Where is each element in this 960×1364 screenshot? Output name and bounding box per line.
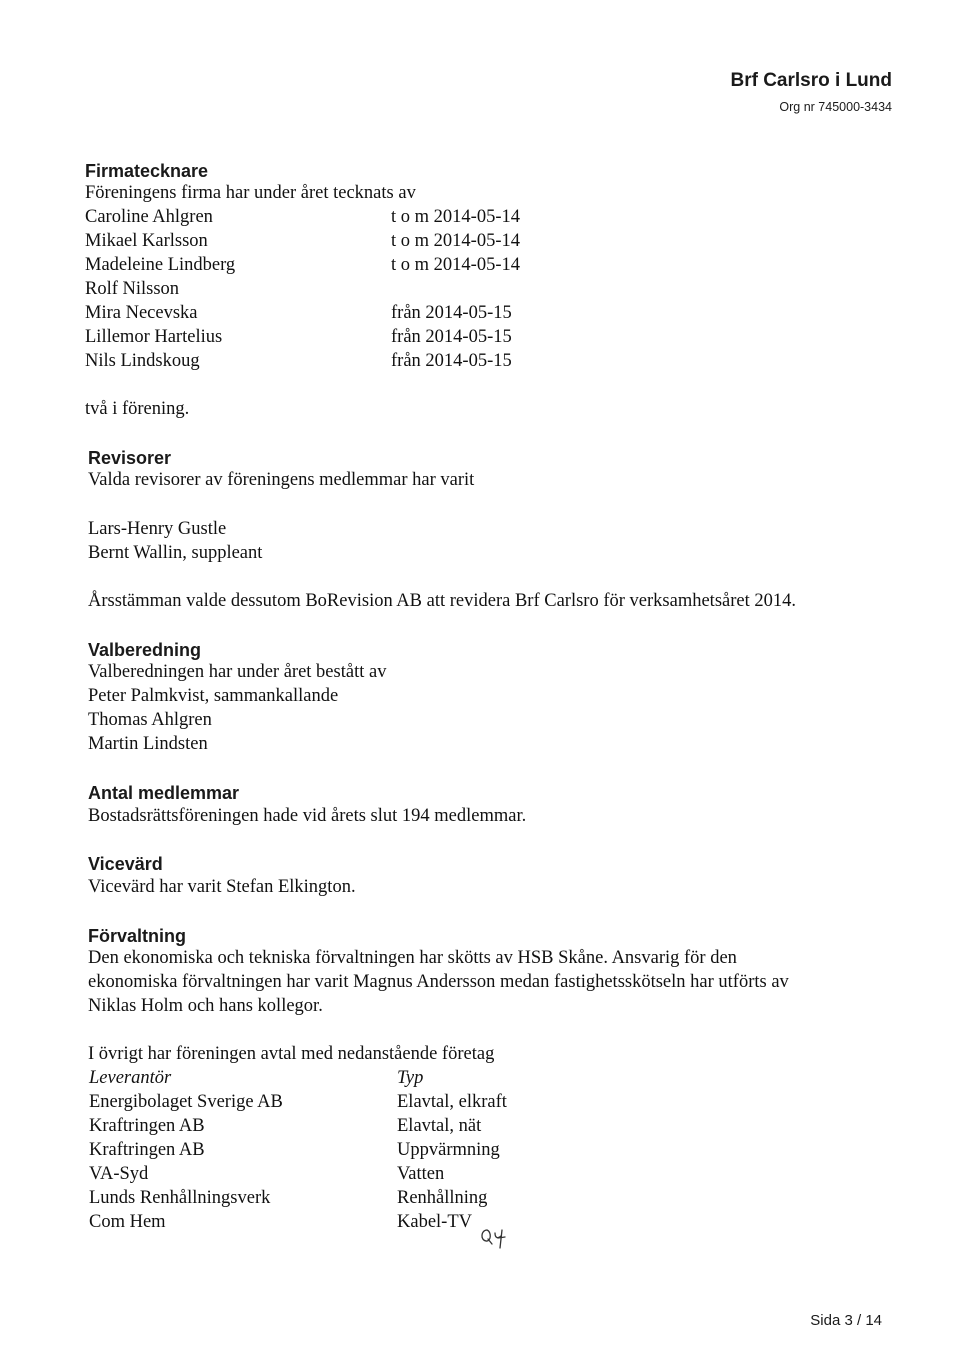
avtal-intro: I övrigt har föreningen avtal med nedanstående företag xyxy=(88,1044,495,1064)
vicevard-text: Vicevärd har varit Stefan Elkington. xyxy=(88,877,356,897)
signatory-period: t o m 2014-05-14 xyxy=(391,207,520,227)
heading-antal-medlemmar: Antal medlemmar xyxy=(88,783,240,803)
supplier-cell: Kraftringen AB xyxy=(89,1116,205,1136)
nominating-member: Martin Lindsten xyxy=(88,734,208,754)
table-row xyxy=(89,1090,589,1114)
table-row xyxy=(89,1138,589,1162)
type-cell: Vatten xyxy=(397,1164,445,1184)
table-row xyxy=(89,1210,589,1234)
signatory-name: Caroline Ahlgren xyxy=(85,207,213,227)
firmatecknare-note: två i förening. xyxy=(85,399,190,419)
signatory-period: från 2014-05-15 xyxy=(391,327,512,347)
supplier-cell: Com Hem xyxy=(89,1212,166,1232)
signatory-period: från 2014-05-15 xyxy=(391,351,512,371)
heading-forvaltning: Förvaltning xyxy=(88,926,186,946)
forvaltning-line: Den ekonomiska och tekniska förvaltningen har skötts av HSB Skåne. Ansvarig för den xyxy=(88,948,737,968)
supplier-cell: Lunds Renhållningsverk xyxy=(89,1188,271,1208)
signatory-name: Lillemor Hartelius xyxy=(85,327,223,347)
page-number: Sida 3 / 14 xyxy=(810,1312,882,1329)
handwritten-initials xyxy=(478,1224,512,1252)
nominating-member: Thomas Ahlgren xyxy=(88,710,212,730)
signatory-row xyxy=(85,229,585,253)
supplier-cell: Kraftringen AB xyxy=(89,1140,205,1160)
auditor-name: Bernt Wallin, suppleant xyxy=(88,543,263,563)
heading-firmatecknare: Firmatecknare xyxy=(85,161,209,181)
type-cell: Uppvärmning xyxy=(397,1140,500,1160)
organization-name: Brf Carlsro i Lund xyxy=(730,70,892,91)
signatory-period: från 2014-05-15 xyxy=(391,303,512,323)
contracts-table xyxy=(89,1066,589,1236)
signatory-period: t o m 2014-05-14 xyxy=(391,231,520,251)
forvaltning-line: ekonomiska förvaltningen har varit Magnus Andersson medan fastighetsskötseln har utförts av xyxy=(88,972,789,992)
forvaltning-line: Niklas Holm och hans kollegor. xyxy=(88,996,323,1016)
heading-revisorer: Revisorer xyxy=(88,448,172,468)
supplier-cell: VA-Syd xyxy=(89,1164,149,1184)
antal-medlemmar-text: Bostadsrättsföreningen hade vid årets slut 194 medlemmar. xyxy=(88,806,527,826)
column-header-supplier: Leverantör xyxy=(89,1068,172,1088)
type-cell: Elavtal, elkraft xyxy=(397,1092,507,1112)
signatory-period: t o m 2014-05-14 xyxy=(391,255,520,275)
signatory-row xyxy=(85,349,585,373)
contracts-table-header xyxy=(89,1066,589,1090)
type-cell: Elavtal, nät xyxy=(397,1116,482,1136)
signatory-row xyxy=(85,301,585,325)
heading-vicevard: Vicevärd xyxy=(88,854,163,874)
supplier-cell: Energibolaget Sverige AB xyxy=(89,1092,283,1112)
firmatecknare-intro: Föreningens firma har under året tecknats av xyxy=(85,183,416,203)
nominating-member: Peter Palmkvist, sammankallande xyxy=(88,686,339,706)
signatory-name: Mira Necevska xyxy=(85,303,198,323)
signatory-row xyxy=(85,277,585,301)
valberedning-intro: Valberedningen har under året bestått av xyxy=(88,662,387,682)
table-row xyxy=(89,1162,589,1186)
signatory-row xyxy=(85,325,585,349)
column-header-type: Typ xyxy=(397,1068,424,1088)
organization-number: Org nr 745000-3434 xyxy=(779,100,892,114)
type-cell: Kabel-TV xyxy=(397,1212,472,1232)
table-row xyxy=(89,1186,589,1210)
signatory-row xyxy=(85,205,585,229)
signatory-name: Mikael Karlsson xyxy=(85,231,208,251)
revisorer-intro: Valda revisorer av föreningens medlemmar har varit xyxy=(88,470,475,490)
signatory-row xyxy=(85,253,585,277)
type-cell: Renhållning xyxy=(397,1188,488,1208)
table-row xyxy=(89,1114,589,1138)
heading-valberedning: Valberedning xyxy=(88,640,202,660)
signatory-name: Rolf Nilsson xyxy=(85,279,180,299)
revisorer-note: Årsstämman valde dessutom BoRevision AB att revidera Brf Carlsro för verksamhetsåret 2014. xyxy=(88,591,796,611)
auditor-name: Lars-Henry Gustle xyxy=(88,519,227,539)
signatories-list xyxy=(85,205,585,375)
signatory-name: Madeleine Lindberg xyxy=(85,255,236,275)
signatory-name: Nils Lindskoug xyxy=(85,351,200,371)
